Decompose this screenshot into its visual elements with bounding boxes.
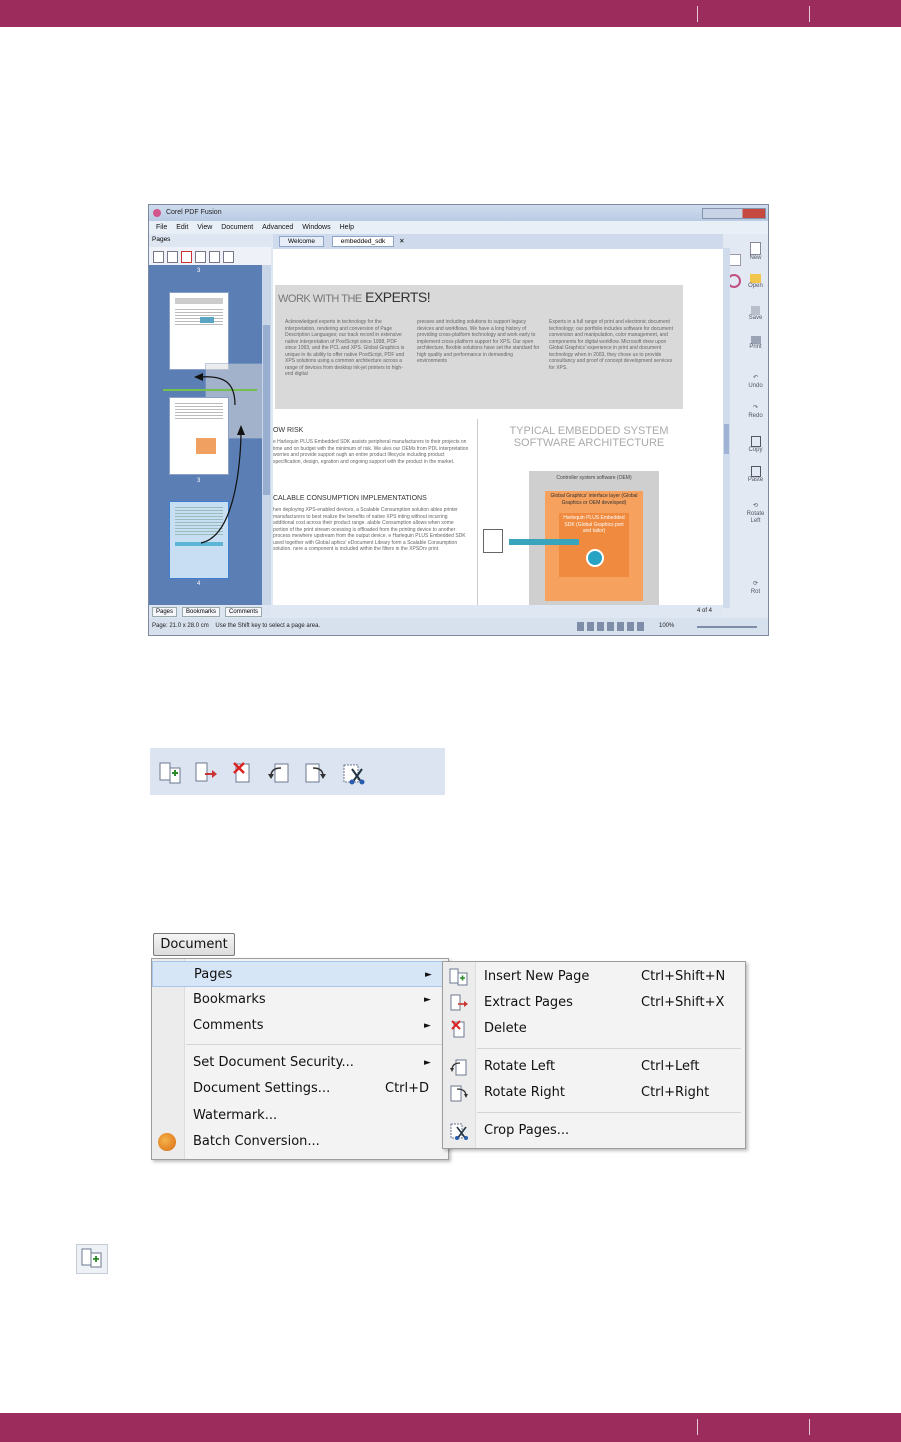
submenu-item-rotate-left[interactable] <box>443 1054 745 1080</box>
submenu-rotate-left-shortcut: Ctrl+Left <box>641 1059 700 1074</box>
page-thumbnails <box>149 265 271 605</box>
arch-core-icon <box>586 549 604 567</box>
footer-separator <box>809 1419 810 1435</box>
batch-conversion-icon <box>158 1133 176 1151</box>
tool-rotate-left-label: Rotate Left <box>746 511 765 524</box>
copy-icon <box>751 436 761 447</box>
zoom-slider[interactable] <box>697 626 757 628</box>
submenu-arrow-icon: ► <box>424 1058 431 1068</box>
submenu-rotate-right-label: Rotate Right <box>484 1085 565 1100</box>
tool-undo-label: Undo <box>748 383 763 389</box>
tab-comments[interactable]: Comments <box>225 607 262 617</box>
section-2-body: hen deploying XPS-enabled devices, a Scalable Consumption solution ables printer manufacturers to best realize the benefits of native XPS inting without incurring additional cost across their product range. alable Consumption allows when some portion of the print stream ocessing is offloaded from the printing device to another process mewhere upstream from the output device. e Harlequin PLUS Embedded SDK used together with Global aphics' eDocument Library form a Scalable Consumption solution. nere a component is included within the filters in the XPSDrv print <box>273 507 466 552</box>
menu-item-batch-label: Batch Conversion... <box>193 1134 320 1149</box>
crop-pages-icon[interactable] <box>223 251 234 263</box>
menu-item-watermark[interactable] <box>152 1103 448 1129</box>
right-toolbar-column <box>743 234 768 618</box>
app-screenshot <box>148 204 769 636</box>
tool-save[interactable] <box>743 306 768 321</box>
arch-box-2 <box>545 491 643 601</box>
panel-tabs <box>149 605 271 618</box>
delete-page-icon[interactable] <box>181 251 192 263</box>
rotate-left-icon <box>449 1057 469 1077</box>
tool-new-label: New <box>749 255 762 261</box>
pages-toolbar-strip <box>150 748 445 795</box>
header-band <box>0 0 901 27</box>
menu-edit[interactable]: Edit <box>176 224 189 231</box>
insert-page-icon[interactable] <box>158 760 184 786</box>
zoom-value[interactable]: 100% <box>659 623 675 629</box>
tool-open-label: Open <box>748 283 763 289</box>
menu-item-bookmarks[interactable] <box>152 987 448 1013</box>
tool-paste-label: Paste <box>747 477 764 483</box>
tool-redo[interactable] <box>743 404 768 419</box>
insert-page-icon-graphic <box>77 1245 107 1273</box>
rotate-left-icon[interactable] <box>267 760 293 786</box>
menu-file[interactable]: File <box>156 224 168 231</box>
menu-item-comments-label: Comments <box>193 1018 264 1033</box>
tool-new[interactable] <box>743 242 768 261</box>
nav-buttons[interactable] <box>577 622 645 631</box>
section-1-body: e Harlequin PLUS Embedded SDK assists peripheral manufacturers to their projects on time and on budget with the minimum of risk. We ules our OEMs from PDL interpretation worries and provide support ough an entire product lifecycle including product specification, design, egration and ongoing support with the product in the market. <box>273 439 469 465</box>
tab-bookmarks[interactable]: Bookmarks <box>182 607 220 617</box>
print-icon <box>751 336 761 344</box>
menu-document[interactable]: Document <box>221 224 254 231</box>
close-tab-icon[interactable]: ✕ <box>399 238 405 245</box>
document-menu-button[interactable]: Document <box>153 933 235 956</box>
rotate-right-icon[interactable] <box>209 251 220 263</box>
heading-bold: EXPERTS! <box>365 289 431 305</box>
thumb-number: 3 <box>197 268 201 274</box>
section-1-title: OW RISK <box>273 427 304 434</box>
right-toolbar <box>723 234 768 618</box>
redo-icon: ↷ <box>752 405 759 411</box>
menu-separator <box>477 1112 741 1113</box>
tool-undo[interactable] <box>743 374 768 389</box>
tool-print-label: Print <box>749 344 762 350</box>
submenu-item-crop-pages[interactable] <box>443 1118 745 1144</box>
paste-icon <box>751 466 761 477</box>
crop-pages-icon <box>449 1121 469 1141</box>
menu-item-document-settings[interactable] <box>152 1076 448 1102</box>
experts-box <box>275 285 683 409</box>
submenu-item-rotate-right[interactable] <box>443 1080 745 1106</box>
window-controls[interactable] <box>702 208 766 219</box>
rotate-left-tool-icon: ⟲ <box>752 503 759 509</box>
rotate-tool-icon: ⟳ <box>752 581 759 587</box>
menu-item-watermark-label: Watermark... <box>193 1108 278 1123</box>
tab-welcome[interactable]: Welcome <box>279 236 324 247</box>
heading-light: WORK WITH THE <box>278 293 362 305</box>
submenu-item-extract-pages[interactable] <box>443 990 745 1016</box>
experts-col-1: Acknowledged experts in technology for the interpretation, rendering and conversion of Page Description Languages; our track record in extensive native interpretation of PostScript since 1998, PDF since 1993, and the PCL and XPS. Global Graphics is unique in its ability to offer native PostScript, PDF and XPS solutions using a common architecture across a range of devices from desktop ink-jet printers to high-end digital <box>285 319 405 377</box>
tool-rotate[interactable] <box>743 580 768 595</box>
open-icon <box>750 274 761 283</box>
tool-paste[interactable] <box>743 466 768 483</box>
submenu-crop-label: Crop Pages... <box>484 1123 570 1138</box>
rotate-right-icon <box>449 1083 469 1103</box>
insert-page-icon[interactable] <box>153 251 164 263</box>
document-menu <box>151 958 449 1160</box>
status-text: Page: 21.0 x 28.0 cm Use the Shift key to select a page area. <box>152 623 321 629</box>
menu-item-pages-label: Pages <box>194 967 233 982</box>
submenu-delete-label: Delete <box>484 1021 527 1036</box>
arch-box-3 <box>559 513 629 577</box>
arch-arrow <box>509 539 579 545</box>
menu-separator <box>186 1044 444 1045</box>
document-file-icon <box>483 529 503 553</box>
submenu-arrow-icon: ► <box>424 1021 431 1031</box>
menu-item-comments[interactable] <box>152 1013 448 1039</box>
submenu-extract-shortcut: Ctrl+Shift+X <box>641 995 725 1010</box>
submenu-extract-label: Extract Pages <box>484 995 573 1010</box>
tool-redo-label: Redo <box>748 413 763 419</box>
menu-item-batch-conversion[interactable] <box>152 1129 448 1155</box>
app-titlebar <box>149 205 768 221</box>
menu-windows[interactable]: Windows <box>302 224 331 231</box>
menu-item-pages[interactable] <box>152 961 448 987</box>
submenu-arrow-icon: ► <box>425 970 432 980</box>
save-icon <box>751 306 760 315</box>
extract-pages-icon[interactable] <box>193 760 219 786</box>
app-logo-icon <box>153 209 161 217</box>
insert-page-icon <box>76 1244 108 1274</box>
submenu-arrow-icon: ► <box>424 995 431 1005</box>
vertical-scrollbar[interactable] <box>723 248 730 608</box>
tool-save-label: Save <box>748 315 763 321</box>
app-title: Corel PDF Fusion <box>165 209 222 216</box>
submenu-item-delete[interactable] <box>443 1016 745 1042</box>
column-divider <box>477 419 478 605</box>
rotate-left-icon[interactable] <box>195 251 206 263</box>
arch-diagram <box>529 471 659 605</box>
section-2-title: CALABLE CONSUMPTION IMPLEMENTATIONS <box>273 495 427 502</box>
extract-pages-icon[interactable] <box>167 251 178 263</box>
footer-band <box>0 1413 901 1442</box>
header-separator <box>697 6 698 22</box>
submenu-rotate-right-shortcut: Ctrl+Right <box>641 1085 710 1100</box>
tool-copy-label: Copy <box>748 447 763 453</box>
pages-panel-header: Pages <box>149 234 271 246</box>
tool-copy[interactable] <box>743 436 768 453</box>
drag-arrows <box>149 265 271 605</box>
tool-print[interactable] <box>743 336 768 350</box>
menu-help[interactable]: Help <box>339 224 354 231</box>
menu-view[interactable]: View <box>197 224 213 231</box>
footer-separator <box>697 1419 698 1435</box>
menu-item-set-document-security[interactable] <box>152 1050 448 1076</box>
submenu-item-insert-new-page[interactable] <box>443 964 745 990</box>
pages-submenu <box>442 961 746 1149</box>
menu-item-bookmarks-label: Bookmarks <box>193 992 266 1007</box>
thumb-number: 4 <box>197 581 201 587</box>
menu-item-settings-label: Document Settings... <box>193 1081 331 1096</box>
app-menubar <box>149 221 768 234</box>
menu-item-settings-shortcut: Ctrl+D <box>385 1081 430 1096</box>
new-icon <box>750 242 761 255</box>
arch-title: TYPICAL EMBEDDED SYSTEM SOFTWARE ARCHITECTURE <box>509 425 669 449</box>
undo-icon: ↶ <box>752 375 759 381</box>
document-tabs <box>273 234 723 249</box>
submenu-rotate-left-label: Rotate Left <box>484 1059 556 1074</box>
document-view <box>273 249 723 605</box>
pages-panel-toolbar <box>149 247 271 265</box>
header-separator <box>809 6 810 22</box>
page-indicator: 4 of 4 <box>697 608 713 614</box>
thumb-number: 3 <box>197 478 201 484</box>
menu-item-security-label: Set Document Security... <box>193 1055 354 1070</box>
tab-pages[interactable]: Pages <box>152 607 177 617</box>
insert-page-icon <box>449 967 469 987</box>
experts-col-2: presses and including solutions to support legacy devices and workflows. We have a long history of providing cross-platform technology and work early to implement cross-platform support for XPS. Our open architecture, flexible solutions have set the standard for high quality and performance in demanding environments <box>417 319 540 364</box>
tool-open[interactable] <box>743 274 768 289</box>
menu-advanced[interactable]: Advanced <box>262 224 294 231</box>
arch-box-3-label: Harlequin PLUS Embedded SDK (Global Graphics port and tailor) <box>563 515 625 534</box>
extract-pages-icon <box>449 993 469 1013</box>
arch-box-2-label: Global Graphics' interface layer (Global Graphics or OEM developed) <box>550 493 638 506</box>
rotate-right-icon[interactable] <box>303 760 329 786</box>
delete-page-icon[interactable] <box>230 760 256 786</box>
arch-box-1: Controller system software (OEM) <box>556 475 632 481</box>
crop-pages-icon[interactable] <box>340 760 366 786</box>
tool-rotate-left[interactable] <box>743 502 768 525</box>
delete-page-icon <box>449 1019 469 1039</box>
experts-col-3: Experts in a full range of print and electronic document technology; our portfolio includes software for document conversion and manipulation, color management, and components for digital workflow. Microsoft drew upon Global Graphics' experience in print and document technology when in 2003, they chose us to provide consultancy and proof of concept development services for XPS. <box>549 319 673 371</box>
submenu-insert-label: Insert New Page <box>484 969 590 984</box>
submenu-insert-shortcut: Ctrl+Shift+N <box>641 969 726 984</box>
tool-rotate-label: Rot <box>750 589 761 595</box>
tab-embedded-sdk[interactable]: embedded_sdk <box>332 236 394 247</box>
menu-separator <box>477 1048 741 1049</box>
